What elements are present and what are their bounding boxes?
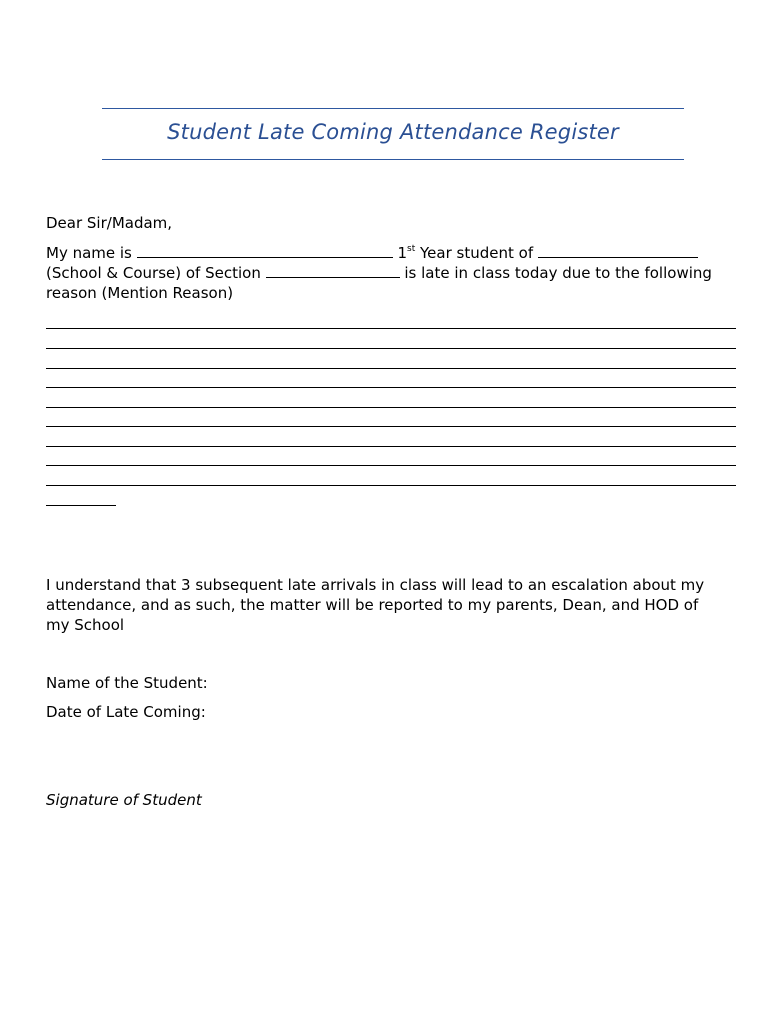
title-top-rule [102,108,684,109]
reason-line[interactable] [46,368,736,369]
title-bottom-rule [102,159,684,160]
reason-line[interactable] [46,328,736,329]
acknowledgement-line-1: I understand that 3 subsequent late arrivals in class will lead to an escalation about my [46,576,705,594]
reason-line[interactable] [46,407,736,408]
section-blank[interactable] [266,263,400,278]
intro-line-3: reason (Mention Reason) [46,284,234,302]
intro-year-student-text: Year student of [420,244,534,262]
student-name-label: Name of the Student: [46,674,208,692]
school-course-blank[interactable] [538,243,698,258]
reason-line[interactable] [46,485,736,486]
student-name-blank[interactable] [137,243,393,258]
document-title: Student Late Coming Attendance Register [167,120,619,144]
intro-my-name-text: My name is [46,244,132,262]
intro-paragraph [46,243,736,303]
intro-line-2 [46,263,736,283]
acknowledgement-paragraph [46,575,736,635]
reason-line[interactable] [46,426,736,427]
intro-school-course-text: (School & Course) of Section [46,264,261,282]
reason-line[interactable] [46,348,736,349]
reason-line[interactable] [46,387,736,388]
salutation: Dear Sir/Madam, [46,214,173,232]
signature-label: Signature of Student [46,791,202,809]
intro-year-number: 1 [397,244,407,262]
acknowledgement-line-3: my School [46,616,125,634]
late-date-label: Date of Late Coming: [46,703,206,721]
reason-line[interactable] [46,465,736,466]
intro-line-1 [46,243,736,263]
reason-line[interactable] [46,446,736,447]
intro-year-ordinal: st [407,244,416,254]
intro-late-text: is late in class today due to the following [404,264,712,282]
acknowledgement-line-2: attendance, and as such, the matter will be reported to my parents, Dean, and HOD of [46,596,699,614]
reason-line[interactable] [46,505,116,506]
